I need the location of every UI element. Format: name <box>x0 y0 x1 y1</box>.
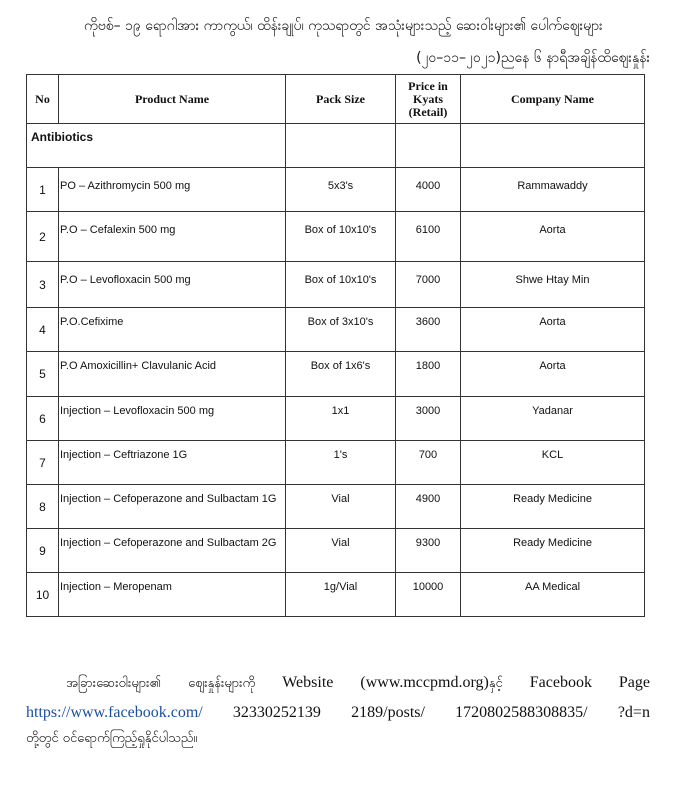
company-name: Ready Medicine <box>461 529 645 573</box>
product-name: Injection – Cefoperazone and Sulbactam 2G <box>59 529 286 573</box>
facebook-link-part: 32330252139 <box>232 704 321 721</box>
empty-cell <box>461 124 645 168</box>
company-name: Rammawaddy <box>461 168 645 212</box>
row-no: 10 <box>27 573 59 617</box>
table-row <box>27 441 645 485</box>
footer-paragraph-line1 <box>26 674 650 694</box>
table-row <box>27 262 645 308</box>
row-no: 6 <box>27 397 59 441</box>
header-price: Price in Kyats (Retail) <box>396 75 461 124</box>
pack-size: 5x3's <box>286 168 396 212</box>
pack-size: Box of 1x6's <box>286 352 396 397</box>
table-row <box>27 308 645 352</box>
header-pack-size: Pack Size <box>286 75 396 124</box>
product-name: P.O Amoxicillin+ Clavulanic Acid <box>59 352 286 397</box>
table-row <box>27 212 645 262</box>
table-row <box>27 168 645 212</box>
document-title: ကိုဗစ်– ၁၉ ရောဂါအား ကာကွယ်၊ ထိန်းချုပ်၊ ကုသရာတွင် အသုံးများသည့် ဆေးဝါးများ၏ ပေါက်ဈေးများ <box>84 18 603 34</box>
row-no: 9 <box>27 529 59 573</box>
row-no: 8 <box>27 485 59 529</box>
company-name: Aorta <box>461 212 645 262</box>
company-name: AA Medical <box>461 573 645 617</box>
row-no: 3 <box>27 262 59 308</box>
pack-size: 1x1 <box>286 397 396 441</box>
empty-cell <box>286 124 396 168</box>
table-row <box>27 485 645 529</box>
header-company-name: Company Name <box>461 75 645 124</box>
table-header-row <box>27 75 645 124</box>
category-row <box>27 124 645 168</box>
footer-paragraph-line2 <box>26 704 650 722</box>
table-row <box>27 397 645 441</box>
footer-paragraph-line3: တို့တွင် ဝင်ရောက်ကြည့်ရှုနိုင်ပါသည်။ <box>26 731 198 746</box>
row-no: 4 <box>27 308 59 352</box>
company-name: Aorta <box>461 308 645 352</box>
product-name: Injection – Levofloxacin 500 mg <box>59 397 286 441</box>
company-name: Shwe Htay Min <box>461 262 645 308</box>
product-name: Injection – Meropenam <box>59 573 286 617</box>
price: 6100 <box>396 212 461 262</box>
row-no: 1 <box>27 168 59 212</box>
table-row <box>27 352 645 397</box>
facebook-link-part: ?d=n <box>617 704 650 721</box>
pack-size: Vial <box>286 485 396 529</box>
product-name: Injection – Ceftriazone 1G <box>59 441 286 485</box>
pack-size: 1g/Vial <box>286 573 396 617</box>
pack-size: Box of 3x10's <box>286 308 396 352</box>
header-no: No <box>27 75 59 124</box>
footer-website-word: Website <box>282 674 334 691</box>
price: 10000 <box>396 573 461 617</box>
footer-facebook-page-text: Facebook Page <box>529 674 650 691</box>
facebook-link-part: 1720802588308835/ <box>455 704 588 721</box>
footer-lead-text: အခြားဆေးဝါးများ၏ ဈေးနှုန်းများကို <box>66 676 256 691</box>
row-no: 5 <box>27 352 59 397</box>
table-row <box>27 573 645 617</box>
category-label: Antibiotics <box>27 124 286 168</box>
product-name: P.O – Cefalexin 500 mg <box>59 212 286 262</box>
price: 3000 <box>396 397 461 441</box>
row-no: 7 <box>27 441 59 485</box>
pack-size: Vial <box>286 529 396 573</box>
company-name: KCL <box>461 441 645 485</box>
price: 700 <box>396 441 461 485</box>
empty-cell <box>396 124 461 168</box>
price: 3600 <box>396 308 461 352</box>
footer-website-url[interactable]: (www.mccpmd.org) <box>360 674 489 691</box>
price: 1800 <box>396 352 461 397</box>
product-name: P.O.Cefixime <box>59 308 286 352</box>
company-name: Yadanar <box>461 397 645 441</box>
row-no: 2 <box>27 212 59 262</box>
footer-and-text: နှင့် <box>488 676 503 691</box>
table-row <box>27 529 645 573</box>
company-name: Ready Medicine <box>461 485 645 529</box>
document-subtitle-date: (၂၀–၁၁–၂၀၂၁)ညနေ ၆ နာရီအချိန်ထိဈေးနှုန်း <box>416 50 650 66</box>
price: 4900 <box>396 485 461 529</box>
pack-size: Box of 10x10's <box>286 212 396 262</box>
header-product-name: Product Name <box>59 75 286 124</box>
pack-size: Box of 10x10's <box>286 262 396 308</box>
product-name: P.O – Levofloxacin 500 mg <box>59 262 286 308</box>
product-name: PO – Azithromycin 500 mg <box>59 168 286 212</box>
company-name: Aorta <box>461 352 645 397</box>
price: 9300 <box>396 529 461 573</box>
price: 4000 <box>396 168 461 212</box>
facebook-link[interactable]: https://www.facebook.com/ <box>26 704 203 721</box>
price: 7000 <box>396 262 461 308</box>
pack-size: 1's <box>286 441 396 485</box>
product-name: Injection – Cefoperazone and Sulbactam 1G <box>59 485 286 529</box>
facebook-link-part: 2189/posts/ <box>351 704 425 721</box>
price-table <box>26 74 645 617</box>
